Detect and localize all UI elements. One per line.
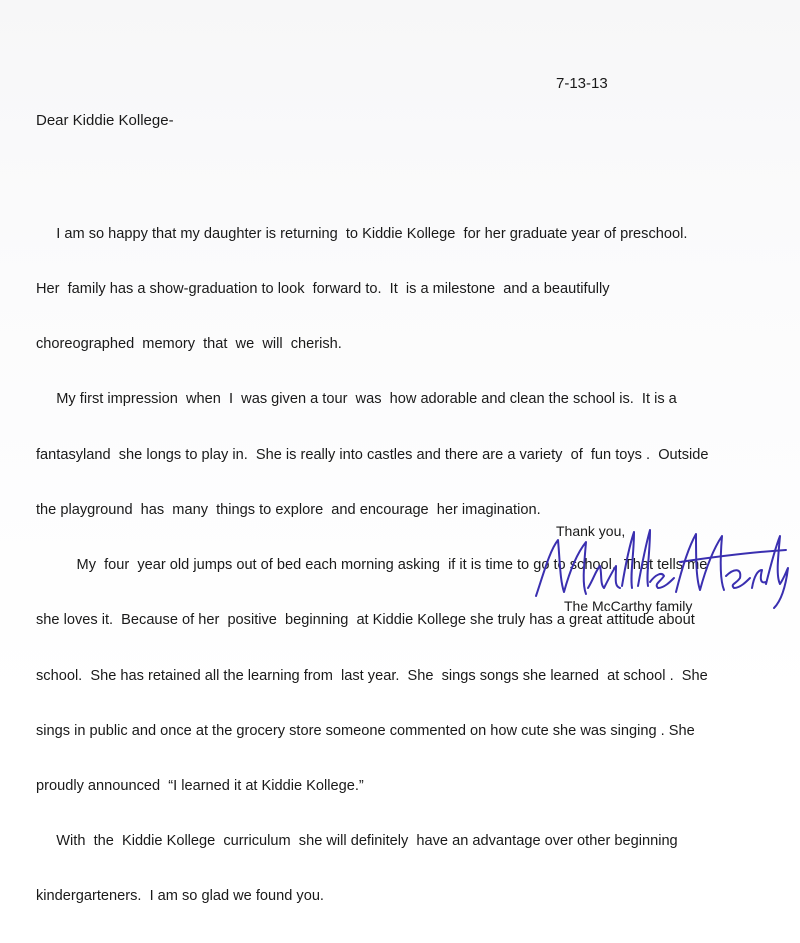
body-line: sings in public and once at the grocery store someone commented on how cute she was singing . She bbox=[36, 722, 695, 739]
body-line: the playground has many things to explore and encourage her imagination. bbox=[36, 501, 541, 518]
signer-family: The McCarthy family bbox=[564, 598, 693, 614]
body-line: fantasyland she longs to play in. She is really into castles and there are a variety of fun toys . Outside bbox=[36, 446, 709, 463]
body-line: she loves it. Because of her positive beginning at Kiddie Kollege she truly has a great attitude about bbox=[36, 612, 695, 629]
body-line: With the Kiddie Kollege curriculum she will definitely have an advantage over other beginning bbox=[36, 833, 678, 850]
salutation: Dear Kiddie Kollege- bbox=[36, 112, 174, 129]
body-line: My first impression when I was given a tour was how adorable and clean the school is. It is a bbox=[36, 391, 677, 408]
body-line: My four year old jumps out of bed each morning asking if it is time to go to school. That tells me bbox=[36, 557, 708, 574]
body-line: school. She has retained all the learning from last year. She sings songs she learned at school . She bbox=[36, 667, 708, 684]
closing: Thank you, bbox=[556, 523, 626, 539]
body-line: kindergarteners. I am so glad we found you. bbox=[36, 888, 324, 905]
body-line: proudly announced “I learned it at Kiddie Kollege.” bbox=[36, 778, 364, 794]
body-line: I am so happy that my daughter is returning to Kiddie Kollege for her graduate year of preschool. bbox=[36, 225, 688, 242]
body-line: choreographed memory that we will cherish. bbox=[36, 336, 342, 353]
letter-date: 7-13-13 bbox=[556, 75, 608, 92]
body-line: Her family has a show-graduation to look forward to. It is a milestone and a beautifully bbox=[36, 281, 610, 298]
